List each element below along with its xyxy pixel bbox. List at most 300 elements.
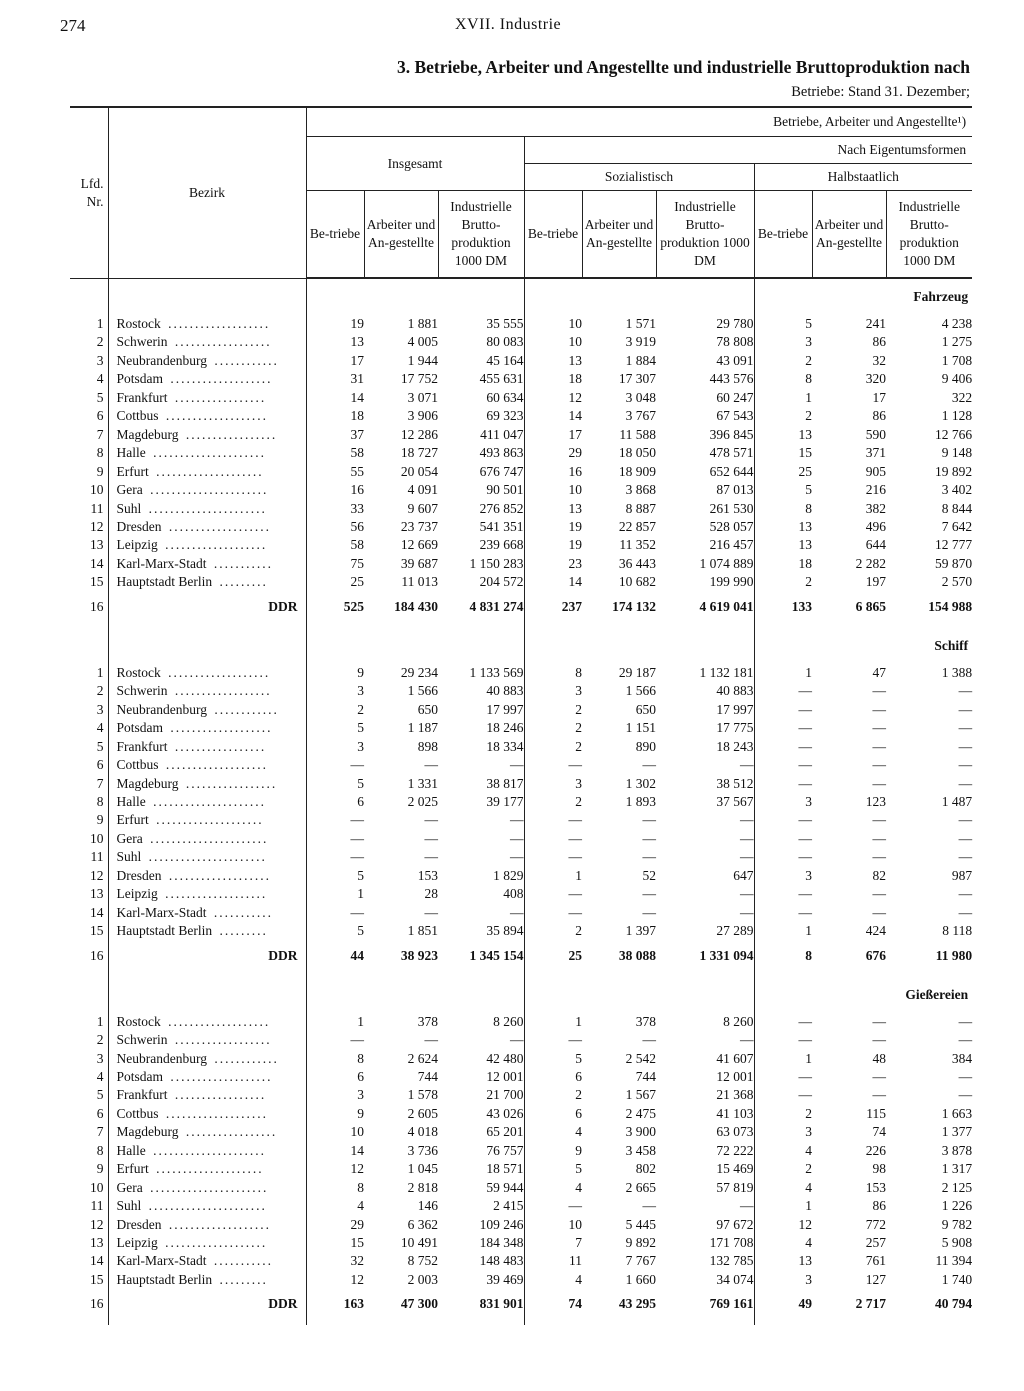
cell-produktion: — xyxy=(438,904,524,922)
cell-arbeiter: 4 018 xyxy=(407,1124,438,1140)
cell-hst-arbeiter: 86 xyxy=(872,1198,886,1214)
cell-soz-arbeiter: 1 571 xyxy=(625,316,656,331)
leader-dots: .................... xyxy=(150,812,264,828)
cell-produktion: 43 026 xyxy=(438,1105,524,1123)
cell-hst-betriebe: — xyxy=(798,812,812,828)
cell-soz-arbeiter: 1 660 xyxy=(625,1271,656,1287)
table-row xyxy=(70,738,972,756)
bezirk-name: Gera ...................... xyxy=(108,830,306,848)
bezirk-name: Rostock ................... xyxy=(108,1013,306,1031)
cell-soz-arbeiter: 36 443 xyxy=(618,555,656,571)
leader-dots: ................. xyxy=(169,738,267,754)
cell-betriebe: 29 xyxy=(350,1216,364,1232)
cell-soz-arbeiter: — xyxy=(642,1198,656,1214)
cell-betriebe: 6 xyxy=(357,1068,364,1084)
row-number: 8 xyxy=(70,793,108,811)
cell-hst-arbeiter: — xyxy=(872,812,886,828)
cell-hst-betriebe: — xyxy=(798,830,812,846)
cell-soz-betriebe: 4 xyxy=(575,1271,582,1287)
cell-soz-produktion: — xyxy=(656,830,754,848)
cell-hst-produktion: 1 663 xyxy=(941,1105,973,1121)
cell-arbeiter: — xyxy=(424,830,438,846)
cell-hst-produktion: 2 570 xyxy=(941,574,973,590)
cell-hst-arbeiter: 86 xyxy=(872,334,886,350)
cell-hst-arbeiter: — xyxy=(872,849,886,865)
cell-produktion: 90 501 xyxy=(438,481,524,499)
cell-hst-betriebe: 5 xyxy=(805,482,812,498)
section-spacer xyxy=(582,628,656,664)
cell-betriebe: 3 xyxy=(357,738,364,754)
total-betriebe: 163 xyxy=(343,1296,364,1312)
cell-arbeiter: 3 906 xyxy=(407,408,438,424)
cell-arbeiter: 12 669 xyxy=(400,537,438,553)
total-soz-betriebe: 25 xyxy=(568,947,582,963)
leader-dots: ................... xyxy=(165,371,273,387)
cell-hst-arbeiter: 320 xyxy=(865,371,886,387)
cell-hst-arbeiter: — xyxy=(872,720,886,736)
cell-hst-arbeiter: — xyxy=(872,886,886,902)
row-number: 2 xyxy=(70,333,108,351)
cell-soz-betriebe: 6 xyxy=(575,1068,582,1084)
cell-hst-produktion: 59 870 xyxy=(934,555,973,571)
cell-soz-arbeiter: 3 048 xyxy=(625,389,656,405)
table-row xyxy=(70,1086,972,1104)
cell-produktion: 676 747 xyxy=(438,463,524,481)
cell-soz-produktion: 652 644 xyxy=(656,463,754,481)
cell-produktion: 411 047 xyxy=(438,426,524,444)
total-soz-produktion: 1 331 094 xyxy=(656,941,754,977)
row-number: 13 xyxy=(70,536,108,554)
cell-soz-betriebe: 2 xyxy=(575,720,582,736)
cell-soz-arbeiter: — xyxy=(642,849,656,865)
cell-produktion: 35 555 xyxy=(438,315,524,333)
cell-arbeiter: 23 737 xyxy=(400,518,438,534)
table-row xyxy=(70,719,972,737)
leader-dots: ................... xyxy=(160,757,269,773)
cell-hst-arbeiter: 241 xyxy=(865,316,886,331)
row-number: 10 xyxy=(70,1179,108,1197)
total-hst-arbeiter: 2 717 xyxy=(855,1296,886,1312)
bezirk-name: Schwerin .................. xyxy=(108,333,306,351)
cell-hst-produktion: 384 xyxy=(951,1050,973,1066)
cell-soz-betriebe: — xyxy=(568,812,582,828)
bezirk-name: Magdeburg ................. xyxy=(108,426,306,444)
cell-hst-arbeiter: — xyxy=(872,1013,886,1029)
cell-soz-arbeiter: 3 458 xyxy=(625,1142,656,1158)
cell-soz-betriebe: 13 xyxy=(568,352,582,368)
cell-produktion: 18 334 xyxy=(438,738,524,756)
cell-produktion: 109 246 xyxy=(438,1216,524,1234)
cell-hst-arbeiter: 48 xyxy=(872,1050,886,1066)
cell-hst-arbeiter: 772 xyxy=(865,1216,886,1232)
cell-arbeiter: 11 013 xyxy=(401,574,438,590)
total-soz-arbeiter: 38 088 xyxy=(618,947,656,963)
cell-betriebe: 14 xyxy=(350,1142,364,1158)
total-label: DDR xyxy=(108,592,306,628)
cell-soz-betriebe: 12 xyxy=(568,389,582,405)
cell-soz-betriebe: 8 xyxy=(575,664,582,680)
bezirk-name: Hauptstadt Berlin ......... xyxy=(108,922,306,940)
table-row xyxy=(70,756,972,774)
cell-soz-arbeiter: 3 919 xyxy=(625,334,656,350)
table-row xyxy=(70,775,972,793)
table-row xyxy=(70,1068,972,1086)
header-sozialistisch: Sozialistisch xyxy=(524,164,754,191)
cell-betriebe: 2 xyxy=(357,701,364,717)
cell-betriebe: 10 xyxy=(350,1124,364,1140)
cell-produktion: 18 571 xyxy=(438,1160,524,1178)
cell-hst-betriebe: 3 xyxy=(805,793,812,809)
cell-produktion: 35 894 xyxy=(438,922,524,940)
cell-soz-produktion: 87 013 xyxy=(656,481,754,499)
header-betriebe: Be-triebe xyxy=(754,191,812,279)
cell-soz-betriebe: 5 xyxy=(575,1050,582,1066)
cell-soz-betriebe: 13 xyxy=(568,500,582,516)
cell-produktion: 239 668 xyxy=(438,536,524,554)
cell-soz-arbeiter: 18 050 xyxy=(618,445,656,461)
cell-betriebe: 9 xyxy=(357,1105,364,1121)
table-row xyxy=(70,848,972,866)
leader-dots: ............ xyxy=(208,701,279,717)
cell-soz-betriebe: 4 xyxy=(575,1124,582,1140)
cell-betriebe: 5 xyxy=(357,775,364,791)
table-row xyxy=(70,407,972,425)
cell-hst-produktion: — xyxy=(958,1087,973,1103)
bezirk-name: Leipzig ................... xyxy=(108,885,306,903)
bezirk-name: Hauptstadt Berlin ......... xyxy=(108,573,306,591)
bezirk-name: Frankfurt ................. xyxy=(108,389,306,407)
cell-betriebe: 5 xyxy=(357,867,364,883)
row-number: 2 xyxy=(70,682,108,700)
cell-soz-betriebe: 1 xyxy=(575,1013,582,1029)
bezirk-name: Cottbus ................... xyxy=(108,756,306,774)
cell-betriebe: 1 xyxy=(357,1013,364,1029)
row-number: 9 xyxy=(70,1160,108,1178)
cell-soz-betriebe: 14 xyxy=(568,574,582,590)
cell-soz-arbeiter: 2 542 xyxy=(625,1050,656,1066)
cell-soz-betriebe: 4 xyxy=(575,1179,582,1195)
cell-hst-produktion: 1 388 xyxy=(941,664,973,680)
section-spacer xyxy=(754,628,812,664)
cell-hst-betriebe: 15 xyxy=(798,445,812,461)
cell-hst-produktion: 3 402 xyxy=(941,482,973,498)
cell-soz-arbeiter: 5 445 xyxy=(625,1216,656,1232)
cell-arbeiter: 2 025 xyxy=(407,793,438,809)
cell-arbeiter: 4 005 xyxy=(407,334,438,350)
bezirk-name: Potsdam ................... xyxy=(108,719,306,737)
cell-arbeiter: 8 752 xyxy=(407,1253,438,1269)
cell-betriebe: 8 xyxy=(357,1179,364,1195)
cell-hst-arbeiter: — xyxy=(872,738,886,754)
header-lfd-nr: Lfd. Nr. xyxy=(70,107,108,278)
cell-soz-betriebe: 19 xyxy=(568,518,582,534)
cell-betriebe: — xyxy=(350,830,364,846)
cell-hst-betriebe: 8 xyxy=(805,371,812,387)
cell-hst-produktion: — xyxy=(958,830,973,846)
cell-betriebe: 56 xyxy=(350,518,364,534)
cell-hst-betriebe: 4 xyxy=(805,1142,812,1158)
leader-dots: .................... xyxy=(150,463,264,479)
cell-hst-betriebe: 18 xyxy=(798,555,812,571)
bezirk-name: Gera ...................... xyxy=(108,481,306,499)
table-row xyxy=(70,1123,972,1141)
cell-soz-produktion: 34 074 xyxy=(656,1271,754,1289)
total-soz-betriebe: 74 xyxy=(568,1296,582,1312)
cell-hst-arbeiter: 257 xyxy=(865,1235,886,1251)
cell-soz-produktion: 38 512 xyxy=(656,775,754,793)
cell-hst-betriebe: 2 xyxy=(805,1105,812,1121)
cell-hst-betriebe: — xyxy=(798,1032,812,1048)
cell-betriebe: 12 xyxy=(350,1271,364,1287)
bezirk-name: Halle ..................... xyxy=(108,444,306,462)
cell-betriebe: 37 xyxy=(350,426,364,442)
cell-soz-betriebe: 1 xyxy=(575,867,582,883)
cell-hst-produktion: — xyxy=(958,1013,973,1029)
section-spacer xyxy=(812,977,886,1013)
cell-hst-produktion: — xyxy=(958,757,973,773)
cell-soz-betriebe: 14 xyxy=(568,408,582,424)
cell-hst-produktion: 4 238 xyxy=(941,316,973,331)
cell-arbeiter: 378 xyxy=(417,1013,438,1029)
cell-soz-betriebe: — xyxy=(568,886,582,902)
row-number: 3 xyxy=(70,352,108,370)
table-row xyxy=(70,1105,972,1123)
row-number: 5 xyxy=(70,389,108,407)
cell-hst-arbeiter: 644 xyxy=(865,537,886,553)
section-spacer xyxy=(306,628,364,664)
cell-hst-betriebe: 3 xyxy=(805,334,812,350)
cell-betriebe: 58 xyxy=(350,445,364,461)
cell-soz-arbeiter: — xyxy=(642,812,656,828)
section-spacer xyxy=(438,278,524,315)
cell-hst-betriebe: 13 xyxy=(798,518,812,534)
cell-arbeiter: 1 566 xyxy=(407,683,438,699)
table-row xyxy=(70,885,972,903)
section-spacer xyxy=(754,977,812,1013)
cell-hst-betriebe: 12 xyxy=(798,1216,812,1232)
leader-dots: ......... xyxy=(214,1271,268,1287)
cell-hst-produktion: — xyxy=(958,886,973,902)
cell-betriebe: 19 xyxy=(350,316,364,331)
leader-dots: ............ xyxy=(208,1050,279,1066)
table-subtitle: Betriebe: Stand 31. Dezember; xyxy=(791,84,970,100)
cell-hst-produktion: 1 487 xyxy=(941,793,973,809)
cell-hst-arbeiter: — xyxy=(872,904,886,920)
cell-soz-arbeiter: 2 665 xyxy=(625,1179,656,1195)
cell-hst-produktion: 987 xyxy=(951,867,973,883)
cell-soz-betriebe: 29 xyxy=(568,445,582,461)
total-hst-betriebe: 49 xyxy=(798,1296,812,1312)
cell-soz-betriebe: — xyxy=(568,1032,582,1048)
cell-betriebe: 6 xyxy=(357,793,364,809)
total-hst-arbeiter: 6 865 xyxy=(855,598,886,614)
total-produktion: 831 901 xyxy=(438,1289,524,1325)
table-row xyxy=(70,1050,972,1068)
cell-soz-produktion: 41 607 xyxy=(656,1050,754,1068)
cell-betriebe: 12 xyxy=(350,1161,364,1177)
bezirk-name: Dresden ................... xyxy=(108,518,306,536)
cell-hst-arbeiter: 226 xyxy=(865,1142,886,1158)
leader-dots: .................. xyxy=(169,334,272,350)
cell-soz-produktion: — xyxy=(656,1031,754,1049)
cell-arbeiter: 1 187 xyxy=(407,720,438,736)
table-row xyxy=(70,1252,972,1270)
section-spacer xyxy=(306,278,364,315)
leader-dots: ................... xyxy=(162,316,271,331)
cell-soz-produktion: 478 571 xyxy=(656,444,754,462)
section-spacer xyxy=(656,628,754,664)
cell-soz-arbeiter: 1 302 xyxy=(625,775,656,791)
cell-arbeiter: 29 234 xyxy=(400,664,438,680)
bezirk-name: Schwerin .................. xyxy=(108,682,306,700)
row-number: 16 xyxy=(70,592,108,628)
row-number: 12 xyxy=(70,1216,108,1234)
cell-hst-betriebe: 1 xyxy=(805,1050,812,1066)
table-row xyxy=(70,389,972,407)
cell-soz-betriebe: 7 xyxy=(575,1235,582,1251)
total-hst-betriebe: 8 xyxy=(805,947,812,963)
leader-dots: ................... xyxy=(165,720,273,736)
table-row xyxy=(70,1216,972,1234)
leader-dots: ...................... xyxy=(144,830,269,846)
row-number: 7 xyxy=(70,426,108,444)
cell-hst-arbeiter: 905 xyxy=(865,463,886,479)
cell-soz-betriebe: 2 xyxy=(575,701,582,717)
cell-arbeiter: 2 818 xyxy=(407,1179,438,1195)
header-bruttoproduktion: Industrielle Brutto-produktion 1000 DM xyxy=(438,191,524,279)
cell-hst-arbeiter: — xyxy=(872,775,886,791)
total-row xyxy=(70,941,972,977)
cell-soz-produktion: 171 708 xyxy=(656,1234,754,1252)
cell-soz-arbeiter: 1 893 xyxy=(625,793,656,809)
cell-hst-betriebe: 4 xyxy=(805,1179,812,1195)
cell-hst-betriebe: 13 xyxy=(798,537,812,553)
cell-soz-betriebe: 10 xyxy=(568,334,582,350)
cell-soz-arbeiter: — xyxy=(642,904,656,920)
cell-soz-betriebe: 2 xyxy=(575,738,582,754)
table-row xyxy=(70,500,972,518)
table-body xyxy=(70,278,972,1325)
table-row xyxy=(70,536,972,554)
section-spacer xyxy=(656,977,754,1013)
cell-produktion: 80 083 xyxy=(438,333,524,351)
cell-betriebe: 58 xyxy=(350,537,364,553)
table-row xyxy=(70,904,972,922)
row-number: 5 xyxy=(70,738,108,756)
total-hst-produktion: 40 794 xyxy=(934,1296,973,1312)
cell-hst-arbeiter: 590 xyxy=(865,426,886,442)
cell-arbeiter: 1 578 xyxy=(407,1087,438,1103)
leader-dots: ................. xyxy=(180,775,278,791)
cell-soz-arbeiter: 3 767 xyxy=(625,408,656,424)
cell-betriebe: 1 xyxy=(357,886,364,902)
bezirk-name: Suhl ...................... xyxy=(108,1197,306,1215)
row-number: 4 xyxy=(70,370,108,388)
cell-soz-betriebe: 10 xyxy=(568,482,582,498)
cell-soz-produktion: 261 530 xyxy=(656,500,754,518)
cell-soz-betriebe: 2 xyxy=(575,793,582,809)
cell-hst-betriebe: 3 xyxy=(805,1271,812,1287)
cell-hst-arbeiter: — xyxy=(872,757,886,773)
leader-dots: ................... xyxy=(160,408,269,424)
table-row xyxy=(70,518,972,536)
row-number: 8 xyxy=(70,1142,108,1160)
cell-arbeiter: — xyxy=(424,904,438,920)
cell-hst-produktion: — xyxy=(958,738,973,754)
cell-hst-betriebe: 25 xyxy=(798,463,812,479)
bezirk-name: Dresden ................... xyxy=(108,867,306,885)
cell-produktion: 276 852 xyxy=(438,500,524,518)
section-spacer xyxy=(582,278,656,315)
cell-arbeiter: 20 054 xyxy=(400,463,438,479)
table-row xyxy=(70,922,972,940)
cell-soz-produktion: 12 001 xyxy=(656,1068,754,1086)
leader-dots: ................... xyxy=(159,537,268,553)
cell-soz-produktion: 97 672 xyxy=(656,1216,754,1234)
cell-produktion: 17 997 xyxy=(438,701,524,719)
cell-soz-produktion: — xyxy=(656,1197,754,1215)
cell-produktion: 39 469 xyxy=(438,1271,524,1289)
row-number: 6 xyxy=(70,407,108,425)
cell-soz-betriebe: — xyxy=(568,1198,582,1214)
cell-hst-produktion: 1 226 xyxy=(941,1198,973,1214)
cell-arbeiter: 12 286 xyxy=(400,426,438,442)
section-spacer xyxy=(108,628,306,664)
cell-hst-produktion: 8 118 xyxy=(942,923,973,939)
cell-produktion: 65 201 xyxy=(438,1123,524,1141)
cell-hst-arbeiter: 82 xyxy=(872,867,886,883)
cell-hst-produktion: — xyxy=(958,849,973,865)
cell-arbeiter: 1 851 xyxy=(407,923,438,939)
cell-betriebe: — xyxy=(350,812,364,828)
table-row xyxy=(70,682,972,700)
cell-hst-betriebe: 13 xyxy=(798,426,812,442)
cell-soz-betriebe: 17 xyxy=(568,426,582,442)
row-number: 15 xyxy=(70,1271,108,1289)
row-number: 7 xyxy=(70,775,108,793)
cell-arbeiter: 9 607 xyxy=(407,500,438,516)
cell-hst-arbeiter: 74 xyxy=(872,1124,886,1140)
header-bezirk: Bezirk xyxy=(108,107,306,278)
cell-soz-produktion: 78 808 xyxy=(656,333,754,351)
total-arbeiter: 47 300 xyxy=(400,1296,438,1312)
cell-produktion: 408 xyxy=(438,885,524,903)
bezirk-name: Potsdam ................... xyxy=(108,370,306,388)
bezirk-name: Cottbus ................... xyxy=(108,1105,306,1123)
cell-betriebe: 8 xyxy=(357,1050,364,1066)
cell-betriebe: 18 xyxy=(350,408,364,424)
cell-hst-arbeiter: — xyxy=(872,1032,886,1048)
cell-hst-betriebe: 3 xyxy=(805,1124,812,1140)
leader-dots: ......... xyxy=(214,574,268,590)
cell-arbeiter: 17 752 xyxy=(400,371,438,387)
leader-dots: ......... xyxy=(214,923,268,939)
cell-produktion: 39 177 xyxy=(438,793,524,811)
table-row xyxy=(70,333,972,351)
table-row xyxy=(70,701,972,719)
bezirk-name: Erfurt .................... xyxy=(108,811,306,829)
row-number: 11 xyxy=(70,1197,108,1215)
cell-soz-betriebe: 16 xyxy=(568,463,582,479)
cell-soz-betriebe: 3 xyxy=(575,683,582,699)
section-heading-row xyxy=(70,628,972,664)
cell-produktion: 76 757 xyxy=(438,1142,524,1160)
cell-soz-betriebe: — xyxy=(568,830,582,846)
table-row xyxy=(70,352,972,370)
bezirk-name: Gera ...................... xyxy=(108,1179,306,1197)
section-spacer xyxy=(70,628,108,664)
section-spacer xyxy=(524,977,582,1013)
